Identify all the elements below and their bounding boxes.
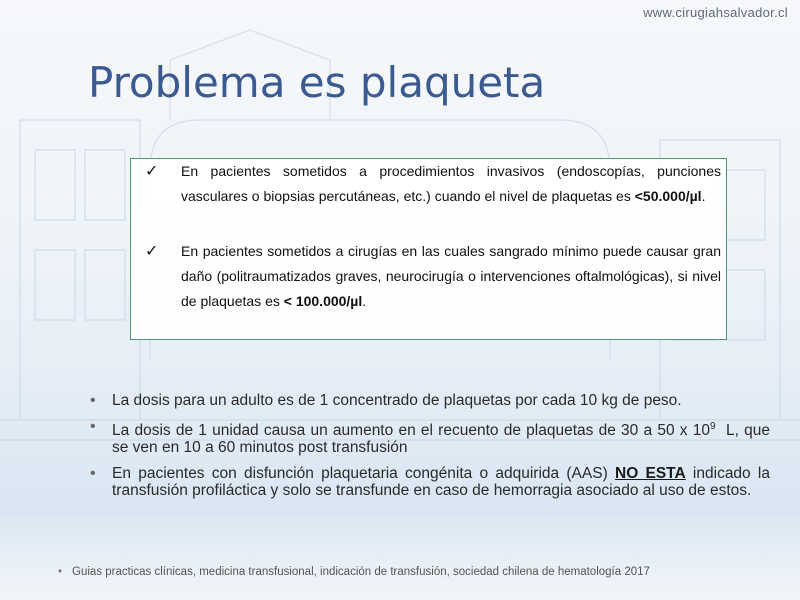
footnote-text: Guias practicas clínicas, medicina transfusional, indicación de transfusión, sociedad chilena de hematología 2017 [72, 566, 650, 578]
bullet-dot-icon: • [90, 418, 96, 435]
criteria-box [130, 158, 727, 340]
emphasis-no-esta: NO ESTA [615, 465, 686, 483]
slide-title: Problema es plaqueta [88, 58, 546, 107]
site-url-watermark: www.cirugiahsalvador.cl [643, 5, 788, 20]
bullet-list [90, 392, 775, 508]
checkmark-icon: ✓ [145, 243, 159, 260]
bullet-dot-icon: • [90, 392, 96, 409]
checkmark-icon: ✓ [145, 163, 159, 180]
footnote [58, 566, 650, 578]
bullet-item: • En pacientes con disfunción plaquetaria congénita o adquirida (AAS) NO ESTA indicado la transfusión profiláctica y solo se transfunde en caso de hemorragia asociado al uso de estos. [90, 465, 770, 500]
bullet-dot-icon: • [90, 465, 96, 483]
threshold-value: <50.000/µl [634, 188, 702, 204]
criteria-text: En pacientes sometidos a cirugías en las cuales sangrado mínimo puede causar gran daño (politraumatizados graves, neurocirugía o intervenciones oftalmológicas), si nivel de plaquetas es < 100.000/µl. [181, 243, 721, 309]
bullet-item: • La dosis de 1 unidad causa un aumento en el recuento de plaquetas de 30 a 50 x $10^9$ L, que se ven en 10 a 60 minutos post transfusión [90, 418, 775, 457]
bullet-item: • La dosis para un adulto es de 1 concentrado de plaquetas por cada 10 kg de peso. [90, 392, 682, 409]
criteria-text: En pacientes sometidos a procedimientos invasivos (endoscopías, punciones vasculares o biopsias percutáneas, etc.) cuando el nivel de plaquetas es <50.000/µl. [181, 163, 721, 204]
bullet-dot-icon: • [58, 566, 63, 578]
threshold-value: < 100.000/µl [283, 293, 363, 309]
